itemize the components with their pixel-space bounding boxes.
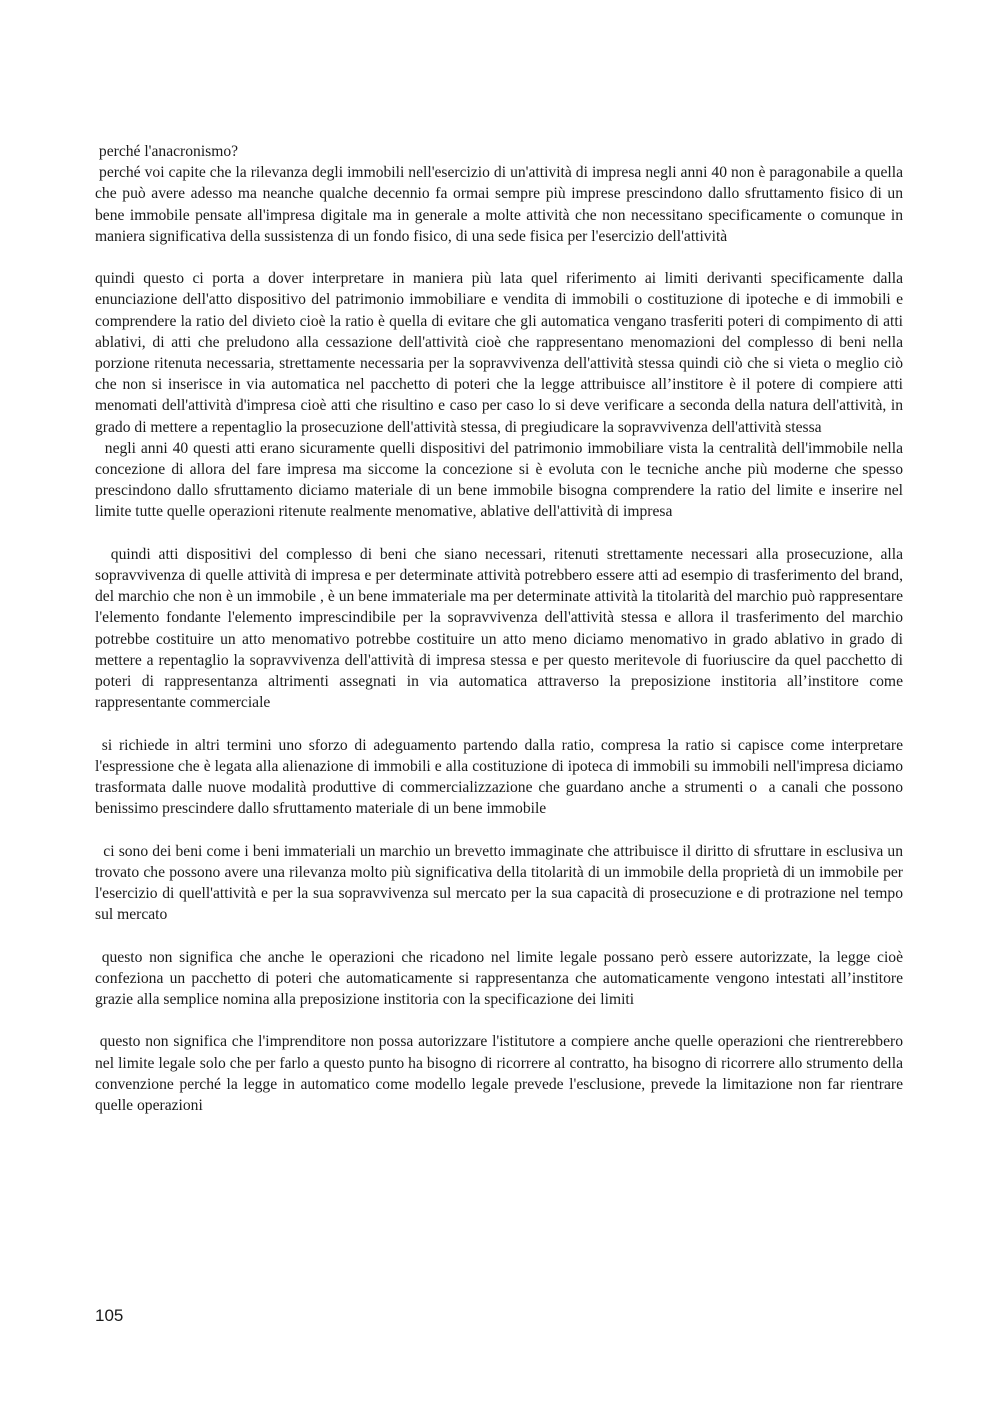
paragraph-adaptation-effort: si richiede in altri termini uno sforzo di adeguamento partendo dalla ratio, compresa la ratio si capisce come interpretare l'espressione che è legata alla alienazione di immobili e alla costituzione di ipoteca di immobili su immobili nell'impresa diciamo trasformata dalle nuove modalità produttive di commercializzazione che guardano anche a strumenti o a canali che possono benissimo prescindere dallo sfruttamento materiale di un bene immobile xyxy=(95,736,907,818)
paragraph-intangible-assets: ci sono dei beni come i beni immateriali un marchio un brevetto immaginate che attribuisce il diritto di sfruttare in esclusiva un trovato che possono avere una rilevanza molto più significativa della titolarità di un immobile della proprietà di un immobile per l'esercizio di quell'attività e per la sua sopravvivenza sul mercato per la sua capacità di prosecuzione e di protrazione nel tempo sul mercato xyxy=(95,842,907,924)
page-number: 105 xyxy=(95,1306,124,1325)
paragraph-spacer xyxy=(95,247,903,268)
document-body xyxy=(95,141,907,1116)
paragraph-brand-transfer: quindi atti dispositivi del complesso di beni che siano necessari, ritenuti strettamente necessari alla prosecuzione, alla sopravvivenza di quelle attività di impresa e per determinate attività potrebbero essere atti ad esempio di trasferimento del brand, del marchio che non è un immobile , è un bene immateriale ma per determinate attività la titolarità del marchio può rappresentare l'elemento fondante l'elemento imprescindibile per la sopravvivenza dell'attività stessa e allora il trasferimento del marchio potrebbe costituire un atto menomativo potrebbe costituire un atto meno diciamo menomativo in grado ablativo in grado di mettere a repentaglio la sopravvivenza dell'attività di impresa stessa e per questo meritevole di fuoriuscire da quel pacchetto di poteri di rappresentanza altrimenti assegnati in via automatica attraverso la preposizione institoria all’institore come rappresentante commerciale xyxy=(95,545,907,712)
paragraph-spacer xyxy=(95,1010,903,1031)
paragraph-spacer xyxy=(95,819,903,840)
paragraph-legal-limit-authorization: questo non significa che anche le operazioni che ricadono nel limite legale possano però essere autorizzate, la legge cioè confeziona un pacchetto di poteri che automaticamente si rappresentanza che automaticamente vengono intestati all’institore grazie alla semplice nomina alla preposizione institoria con la specificazione dei limiti xyxy=(95,948,907,1009)
paragraph-real-estate-relevance: perché voi capite che la rilevanza degli immobili nell'esercizio di un'attività di impresa negli anni 40 non è paragonabile a quella che può avere adesso ma neanche qualche decennio fa ormai sempre più imprese prescindono dallo sfruttamento fisico di un bene immobile pensate all'impresa digitale ma in generale a molte attività che non necessitano specificamente o comunque in maniera significativa della sussistenza di un fondo fisico, di una sede fisica per l'esercizio dell'attività xyxy=(95,164,907,245)
paragraph-spacer xyxy=(95,523,903,544)
paragraph-forties-acts: negli anni 40 questi atti erano sicuramente quelli dispositivi del patrimonio immobiliare vista la centralità dell'immobile nella concezione di allora del fare impresa ma siccome la concezione si è evoluta con le tecniche anche più moderne che spesso prescindono dallo sfruttamento diciamo materiale di un bene immobile bisogna comprendere la ratio del limite e inserire nel limite tutte quelle operazioni ritenute realmente menomative, ablative dell'attività di impresa xyxy=(95,439,907,521)
paragraph-anachronism-question: perché l'anacronismo? xyxy=(95,143,239,160)
paragraph-contract-recourse: questo non significa che l'imprenditore non possa autorizzare l'istitutore a compiere anche quelle operazioni che rientrerebbero nel limite legale solo che per farlo a questo punto ha bisogno di ricorrere al contratto, ha bisogno di ricorrere allo strumento della convenzione perché la legge in automatico come modello legale prevede l'esclusione, prevede la limitazione non far rientrare quelle operazioni xyxy=(95,1033,907,1115)
paragraph-spacer xyxy=(95,713,903,734)
paragraph-broad-interpretation: quindi questo ci porta a dover interpretare in maniera più lata quel riferimento ai limiti derivanti specificamente dalla enunciazione dell'atto dispositivo del patrimonio immobiliare e vendita di immobili o costituzione di ipoteche e di immobili e comprendere la ratio del divieto cioè la ratio è quella di evitare che gli automatica vengano trasferiti poteri di compimento di atti ablativi, di atti che preludono alla cessazione dell'attività cioè che rappresentano menomazioni del complesso di beni nella porzione ritenuta necessaria, strettamente necessaria per la sopravvivenza dell'attività stessa quindi ciò che si vieta o meglio ciò che non si inserisce in via automatica nel pacchetto di poteri che la legge attribuisce all’institore è il potere di compiere atti menomati dell'attività d'impresa cioè atti che risultino e caso per caso lo si deve verificare a seconda della natura dell'attività, in grado di mettere a repentaglio la prosecuzione dell'attività stessa, di pregiudicare la sopravvivenza dell'attività stessa xyxy=(95,270,907,436)
paragraph-spacer xyxy=(95,925,903,946)
